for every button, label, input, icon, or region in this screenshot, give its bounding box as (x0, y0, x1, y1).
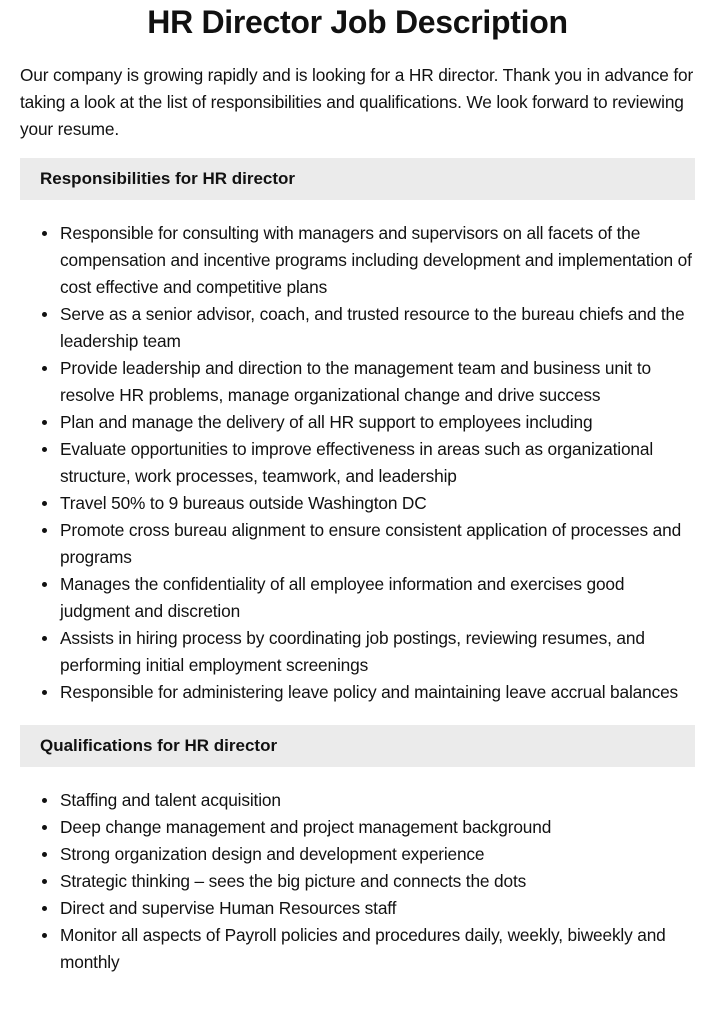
list-item: Responsible for administering leave policy and maintaining leave accrual balances (60, 679, 695, 706)
list-item: Plan and manage the delivery of all HR support to employees including (60, 409, 695, 436)
responsibilities-heading-text: Responsibilities for HR director (40, 169, 296, 188)
intro-paragraph: Our company is growing rapidly and is looking for a HR director. Thank you in advance for taking a look at the list of responsibilities and qualifications. We look forward to reviewing your resume. (20, 65, 694, 139)
list-item: Travel 50% to 9 bureaus outside Washington DC (60, 490, 695, 517)
qualifications-list (20, 787, 695, 976)
list-item: Strategic thinking – sees the big picture and connects the dots (60, 868, 695, 895)
list-item: Manages the confidentiality of all employee information and exercises good judgment and discretion (60, 571, 695, 625)
responsibilities-list (20, 220, 695, 706)
list-item: Provide leadership and direction to the management team and business unit to resolve HR problems, manage organizational change and drive success (60, 355, 695, 409)
responsibilities-heading (20, 158, 695, 200)
list-item: Monitor all aspects of Payroll policies and procedures daily, weekly, biweekly and monthly (60, 922, 695, 976)
list-item: Deep change management and project management background (60, 814, 695, 841)
list-item: Staffing and talent acquisition (60, 787, 695, 814)
list-item: Strong organization design and development experience (60, 841, 695, 868)
list-item: Evaluate opportunities to improve effectiveness in areas such as organizational structure, work processes, teamwork, and leadership (60, 436, 695, 490)
page-title: HR Director Job Description (147, 4, 568, 40)
qualifications-heading-text: Qualifications for HR director (40, 736, 278, 755)
list-item: Serve as a senior advisor, coach, and trusted resource to the bureau chiefs and the leadership team (60, 301, 695, 355)
qualifications-heading (20, 725, 695, 767)
list-item: Assists in hiring process by coordinating job postings, reviewing resumes, and performing initial employment screenings (60, 625, 695, 679)
list-item: Promote cross bureau alignment to ensure consistent application of processes and programs (60, 517, 695, 571)
list-item: Direct and supervise Human Resources staff (60, 895, 695, 922)
list-item: Responsible for consulting with managers and supervisors on all facets of the compensation and incentive programs including development and implementation of cost effective and competitive plans (60, 220, 695, 301)
